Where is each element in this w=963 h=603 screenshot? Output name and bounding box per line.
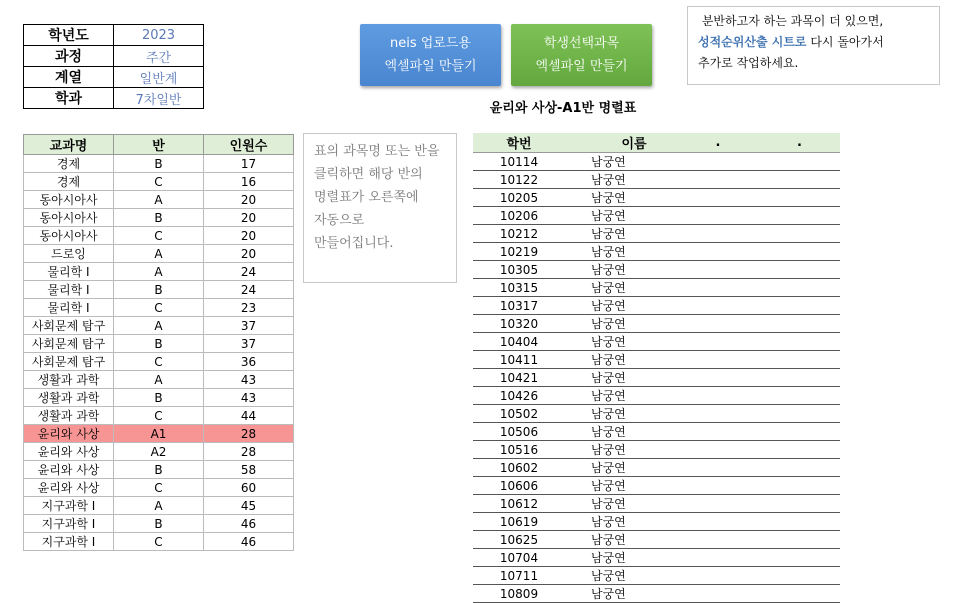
student-name-cell: 남궁연 xyxy=(565,315,677,333)
class-cell[interactable]: B xyxy=(114,461,204,479)
count-cell: 20 xyxy=(204,209,294,227)
table-row[interactable] xyxy=(24,443,294,461)
extra-cell xyxy=(759,459,840,477)
subject-cell[interactable]: 물리학 I xyxy=(24,281,114,299)
count-cell: 45 xyxy=(204,497,294,515)
table-row xyxy=(473,477,840,495)
count-cell: 58 xyxy=(204,461,294,479)
class-cell[interactable]: A1 xyxy=(114,425,204,443)
count-cell: 20 xyxy=(204,227,294,245)
count-cell: 28 xyxy=(204,425,294,443)
class-cell[interactable]: C xyxy=(114,407,204,425)
extra-cell xyxy=(759,315,840,333)
student-id-cell: 10606 xyxy=(473,477,565,495)
extra-cell xyxy=(759,585,840,603)
count-cell: 37 xyxy=(204,317,294,335)
extra-cell xyxy=(759,477,840,495)
extra-cell xyxy=(759,153,840,171)
count-cell: 60 xyxy=(204,479,294,497)
table-row[interactable] xyxy=(24,335,294,353)
count-cell: 24 xyxy=(204,281,294,299)
student-name-cell: 남궁연 xyxy=(565,441,677,459)
extra-cell xyxy=(677,441,759,459)
table-row xyxy=(473,441,840,459)
student-id-cell: 10625 xyxy=(473,531,565,549)
subject-cell[interactable]: 사회문제 탐구 xyxy=(24,317,114,335)
table-row[interactable] xyxy=(24,155,294,173)
table-row[interactable] xyxy=(24,209,294,227)
table-row[interactable] xyxy=(24,425,294,443)
extra-cell xyxy=(759,495,840,513)
extra-cell xyxy=(759,531,840,549)
extra-cell xyxy=(677,261,759,279)
student-id-cell: 10219 xyxy=(473,243,565,261)
student-name-cell: 남궁연 xyxy=(565,387,677,405)
count-cell: 28 xyxy=(204,443,294,461)
student-name-cell: 남궁연 xyxy=(565,153,677,171)
student-id-cell: 10411 xyxy=(473,351,565,369)
student-selection-export-button[interactable] xyxy=(511,24,652,86)
table-row[interactable] xyxy=(24,245,294,263)
extra-cell xyxy=(677,477,759,495)
count-cell: 17 xyxy=(204,155,294,173)
info-label: 학과 xyxy=(24,88,114,109)
extra-cell xyxy=(677,243,759,261)
extra-cell xyxy=(759,261,840,279)
class-cell[interactable]: A xyxy=(114,245,204,263)
table-row[interactable] xyxy=(24,497,294,515)
extra-cell xyxy=(759,225,840,243)
sheet-reference: 성적순위산출 시트로 xyxy=(698,35,807,49)
student-id-cell: 10704 xyxy=(473,549,565,567)
student-id-cell: 10711 xyxy=(473,567,565,585)
table-row[interactable] xyxy=(24,263,294,281)
extra-cell xyxy=(759,351,840,369)
student-id-cell: 10122 xyxy=(473,171,565,189)
extra-cell xyxy=(759,243,840,261)
class-cell[interactable]: C xyxy=(114,227,204,245)
class-cell[interactable]: B xyxy=(114,335,204,353)
student-name-cell: 남궁연 xyxy=(565,531,677,549)
info-value[interactable]: 7차일반 xyxy=(114,88,204,109)
student-id-cell: 10305 xyxy=(473,261,565,279)
column-header-student-id: 학번 xyxy=(473,133,565,153)
usage-tip xyxy=(303,133,457,283)
tip-line: 명렬표가 오른쪽에 xyxy=(314,190,419,205)
column-header-extra: . xyxy=(677,133,759,153)
student-id-cell: 10502 xyxy=(473,405,565,423)
student-name-cell: 남궁연 xyxy=(565,405,677,423)
student-id-cell: 10506 xyxy=(473,423,565,441)
tip-line: 클릭하면 해당 반의 xyxy=(314,167,423,182)
extra-cell xyxy=(677,369,759,387)
subject-cell[interactable]: 지구과학 I xyxy=(24,515,114,533)
class-cell[interactable]: B xyxy=(114,515,204,533)
subject-cell[interactable]: 지구과학 I xyxy=(24,533,114,551)
student-name-cell: 남궁연 xyxy=(565,225,677,243)
student-id-cell: 10206 xyxy=(473,207,565,225)
subject-cell[interactable]: 지구과학 I xyxy=(24,497,114,515)
extra-cell xyxy=(677,153,759,171)
count-cell: 43 xyxy=(204,371,294,389)
student-id-cell: 10212 xyxy=(473,225,565,243)
count-cell: 16 xyxy=(204,173,294,191)
count-cell: 24 xyxy=(204,263,294,281)
column-header-name: 이름 xyxy=(565,133,677,153)
extra-cell xyxy=(677,171,759,189)
count-cell: 20 xyxy=(204,245,294,263)
table-row[interactable] xyxy=(24,353,294,371)
roster-title: 윤리와 사상-A1반 명렬표 xyxy=(489,101,637,116)
extra-cell xyxy=(677,549,759,567)
table-row xyxy=(473,495,840,513)
student-id-cell: 10619 xyxy=(473,513,565,531)
tip-line: 자동으로 xyxy=(314,213,365,228)
extra-cell xyxy=(759,369,840,387)
note-line: 성적순위산출 시트로 다시 돌아가서 xyxy=(698,35,884,49)
table-row xyxy=(473,423,840,441)
count-cell: 46 xyxy=(204,515,294,533)
info-value[interactable]: 2023 xyxy=(114,25,204,46)
student-name-cell: 남궁연 xyxy=(565,369,677,387)
table-row[interactable] xyxy=(24,299,294,317)
count-cell: 46 xyxy=(204,533,294,551)
extra-cell xyxy=(677,297,759,315)
student-name-cell: 남궁연 xyxy=(565,243,677,261)
extra-cell xyxy=(759,189,840,207)
subject-cell[interactable]: 윤리와 사상 xyxy=(24,461,114,479)
button-label: 엑셀파일 만들기 xyxy=(384,59,477,74)
student-name-cell: 남궁연 xyxy=(565,459,677,477)
info-label: 계열 xyxy=(24,67,114,88)
subject-cell[interactable]: 윤리와 사상 xyxy=(24,479,114,497)
table-row xyxy=(473,459,840,477)
table-row xyxy=(473,369,840,387)
tip-line: 표의 과목명 또는 반을 xyxy=(314,144,440,159)
table-row xyxy=(473,549,840,567)
student-id-cell: 10205 xyxy=(473,189,565,207)
student-name-cell: 남궁연 xyxy=(565,567,677,585)
extra-cell xyxy=(759,441,840,459)
table-row xyxy=(473,513,840,531)
extra-cell xyxy=(677,423,759,441)
table-row[interactable] xyxy=(24,461,294,479)
class-cell[interactable]: A2 xyxy=(114,443,204,461)
instruction-note xyxy=(687,6,940,85)
table-row xyxy=(473,171,840,189)
count-cell: 20 xyxy=(204,191,294,209)
class-cell[interactable]: B xyxy=(114,281,204,299)
table-row[interactable] xyxy=(24,515,294,533)
class-cell[interactable]: C xyxy=(114,299,204,317)
class-cell[interactable]: C xyxy=(114,353,204,371)
student-name-cell: 남궁연 xyxy=(565,585,677,603)
extra-cell xyxy=(677,387,759,405)
subject-cell[interactable]: 물리학 I xyxy=(24,299,114,317)
student-name-cell: 남궁연 xyxy=(565,423,677,441)
table-row xyxy=(473,297,840,315)
subject-cell[interactable]: 드로잉 xyxy=(24,245,114,263)
student-id-cell: 10602 xyxy=(473,459,565,477)
table-row[interactable] xyxy=(24,371,294,389)
subject-cell[interactable]: 사회문제 탐구 xyxy=(24,335,114,353)
class-cell[interactable]: A xyxy=(114,263,204,281)
count-cell: 23 xyxy=(204,299,294,317)
student-id-cell: 10809 xyxy=(473,585,565,603)
table-row xyxy=(473,333,840,351)
button-label: 학생선택과목 xyxy=(543,36,620,51)
student-name-cell: 남궁연 xyxy=(565,549,677,567)
extra-cell xyxy=(759,567,840,585)
student-id-cell: 10426 xyxy=(473,387,565,405)
subject-cell[interactable]: 동아시아사 xyxy=(24,191,114,209)
note-line: 추가로 작업하세요. xyxy=(698,56,799,70)
info-label: 학년도 xyxy=(24,25,114,46)
subject-cell[interactable]: 사회문제 탐구 xyxy=(24,353,114,371)
subject-cell[interactable]: 생활과 과학 xyxy=(24,389,114,407)
student-name-cell: 남궁연 xyxy=(565,495,677,513)
student-id-cell: 10612 xyxy=(473,495,565,513)
student-id-cell: 10114 xyxy=(473,153,565,171)
subject-cell[interactable]: 물리학 I xyxy=(24,263,114,281)
student-name-cell: 남궁연 xyxy=(565,513,677,531)
extra-cell xyxy=(677,405,759,423)
extra-cell xyxy=(677,351,759,369)
student-id-cell: 10320 xyxy=(473,315,565,333)
student-name-cell: 남궁연 xyxy=(565,261,677,279)
extra-cell xyxy=(677,279,759,297)
extra-cell xyxy=(677,333,759,351)
column-header-class: 반 xyxy=(114,135,204,155)
extra-cell xyxy=(759,513,840,531)
subject-cell[interactable]: 윤리와 사상 xyxy=(24,425,114,443)
count-cell: 43 xyxy=(204,389,294,407)
count-cell: 36 xyxy=(204,353,294,371)
extra-cell xyxy=(759,333,840,351)
student-name-cell: 남궁연 xyxy=(565,297,677,315)
class-cell[interactable]: A xyxy=(114,317,204,335)
table-row xyxy=(473,153,840,171)
info-value[interactable]: 일반계 xyxy=(114,67,204,88)
table-row[interactable] xyxy=(24,173,294,191)
neis-export-button[interactable] xyxy=(360,24,501,86)
info-value[interactable]: 주간 xyxy=(114,46,204,67)
extra-cell xyxy=(677,315,759,333)
column-header-subject: 교과명 xyxy=(24,135,114,155)
school-info-table xyxy=(23,24,204,109)
table-row[interactable] xyxy=(24,533,294,551)
table-row[interactable] xyxy=(24,407,294,425)
table-row xyxy=(473,351,840,369)
table-row xyxy=(473,243,840,261)
table-row[interactable] xyxy=(24,479,294,497)
extra-cell xyxy=(759,207,840,225)
student-name-cell: 남궁연 xyxy=(565,189,677,207)
class-cell[interactable]: A xyxy=(114,191,204,209)
table-row xyxy=(473,225,840,243)
extra-cell xyxy=(677,459,759,477)
student-id-cell: 10315 xyxy=(473,279,565,297)
subject-cell[interactable]: 생활과 과학 xyxy=(24,407,114,425)
roster-table xyxy=(473,133,840,603)
class-cell[interactable]: A xyxy=(114,497,204,515)
student-name-cell: 남궁연 xyxy=(565,477,677,495)
extra-cell xyxy=(759,405,840,423)
class-list-table xyxy=(23,134,294,551)
table-row[interactable] xyxy=(24,389,294,407)
student-name-cell: 남궁연 xyxy=(565,171,677,189)
button-label: 엑셀파일 만들기 xyxy=(535,59,628,74)
subject-cell[interactable]: 경제 xyxy=(24,155,114,173)
student-id-cell: 10516 xyxy=(473,441,565,459)
table-row xyxy=(473,387,840,405)
extra-cell xyxy=(759,297,840,315)
table-row[interactable] xyxy=(24,317,294,335)
subject-cell[interactable]: 경제 xyxy=(24,173,114,191)
note-line: 분반하고자 하는 과목이 더 있으면, xyxy=(701,14,884,28)
subject-cell[interactable]: 생활과 과학 xyxy=(24,371,114,389)
subject-cell[interactable]: 동아시아사 xyxy=(24,227,114,245)
class-cell[interactable]: C xyxy=(114,533,204,551)
student-id-cell: 10421 xyxy=(473,369,565,387)
class-cell[interactable]: C xyxy=(114,173,204,191)
extra-cell xyxy=(677,495,759,513)
tip-line: 만들어집니다. xyxy=(314,236,394,251)
extra-cell xyxy=(677,531,759,549)
student-name-cell: 남궁연 xyxy=(565,207,677,225)
extra-cell xyxy=(759,279,840,297)
class-cell[interactable]: A xyxy=(114,371,204,389)
extra-cell xyxy=(677,225,759,243)
subject-cell[interactable]: 윤리와 사상 xyxy=(24,443,114,461)
extra-cell xyxy=(677,567,759,585)
table-row[interactable] xyxy=(24,191,294,209)
table-row xyxy=(473,279,840,297)
class-cell[interactable]: B xyxy=(114,209,204,227)
table-row xyxy=(473,189,840,207)
student-id-cell: 10404 xyxy=(473,333,565,351)
extra-cell xyxy=(759,423,840,441)
class-cell[interactable]: B xyxy=(114,155,204,173)
student-id-cell: 10317 xyxy=(473,297,565,315)
extra-cell xyxy=(677,585,759,603)
count-cell: 44 xyxy=(204,407,294,425)
table-row[interactable] xyxy=(24,227,294,245)
extra-cell xyxy=(677,189,759,207)
table-row xyxy=(473,531,840,549)
student-name-cell: 남궁연 xyxy=(565,279,677,297)
extra-cell xyxy=(759,171,840,189)
column-header-count: 인원수 xyxy=(204,135,294,155)
table-row xyxy=(473,567,840,585)
table-row xyxy=(473,261,840,279)
table-row xyxy=(473,315,840,333)
student-name-cell: 남궁연 xyxy=(565,351,677,369)
class-cell[interactable]: B xyxy=(114,389,204,407)
subject-cell[interactable]: 동아시아사 xyxy=(24,209,114,227)
table-row xyxy=(473,207,840,225)
column-header-extra: . xyxy=(759,133,840,153)
count-cell: 37 xyxy=(204,335,294,353)
button-label: neis 업로드용 xyxy=(390,36,471,51)
table-row xyxy=(473,405,840,423)
class-cell[interactable]: C xyxy=(114,479,204,497)
extra-cell xyxy=(677,513,759,531)
table-row[interactable] xyxy=(24,281,294,299)
extra-cell xyxy=(677,207,759,225)
student-name-cell: 남궁연 xyxy=(565,333,677,351)
extra-cell xyxy=(759,387,840,405)
info-label: 과정 xyxy=(24,46,114,67)
table-row xyxy=(473,585,840,603)
extra-cell xyxy=(759,549,840,567)
